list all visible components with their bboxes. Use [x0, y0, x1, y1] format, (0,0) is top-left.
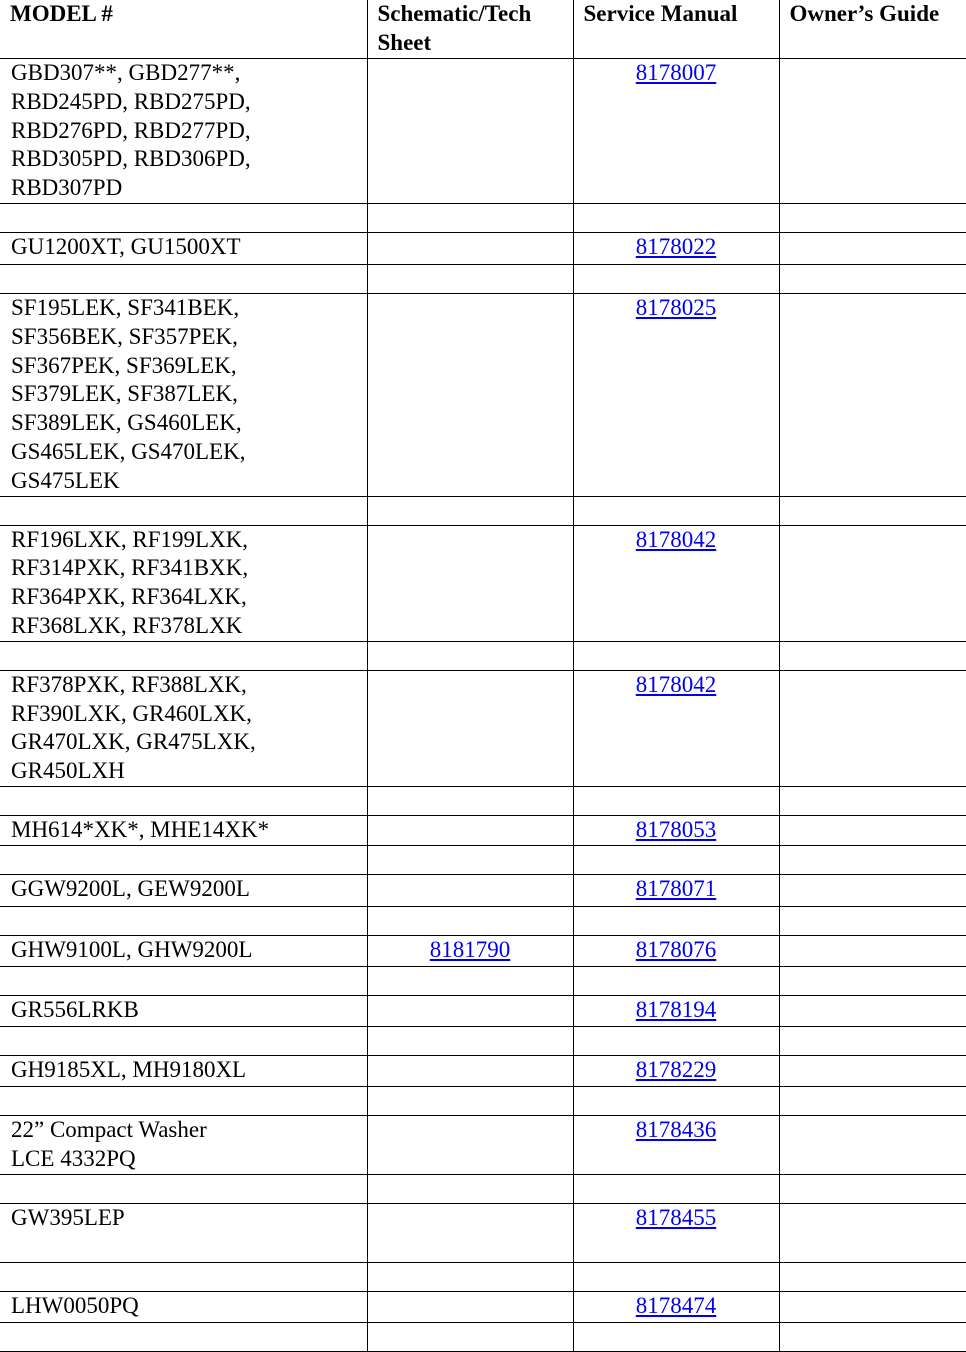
spacer-row	[0, 496, 966, 525]
header-schematic: Schematic/Tech Sheet	[367, 0, 573, 59]
service-manual-cell	[573, 233, 779, 265]
empty-cell	[573, 265, 779, 294]
empty-cell	[367, 966, 573, 995]
empty-cell	[367, 906, 573, 935]
schematic-cell	[367, 995, 573, 1026]
owners-guide-cell	[779, 1115, 966, 1174]
owners-guide-cell	[779, 294, 966, 497]
service-manual-link[interactable]: 8178025	[635, 295, 717, 320]
service-manual-cell	[573, 935, 779, 966]
service-manual-link[interactable]: 8178455	[635, 1204, 717, 1230]
schematic-cell	[367, 1291, 573, 1322]
spacer-row	[0, 1174, 966, 1203]
empty-cell	[779, 265, 966, 294]
header-row	[0, 0, 966, 59]
model-cell: MH614*XK*, MHE14XK*	[0, 815, 367, 845]
service-manual-link[interactable]: 8178436	[635, 1116, 717, 1142]
empty-cell	[0, 845, 367, 874]
empty-cell	[779, 845, 966, 874]
empty-cell	[0, 1026, 367, 1055]
table-row	[0, 815, 966, 845]
spacer-row	[0, 1086, 966, 1115]
empty-cell	[779, 906, 966, 935]
table-row	[0, 1203, 966, 1262]
empty-cell	[779, 1174, 966, 1203]
spacer-row	[0, 265, 966, 294]
empty-cell	[367, 641, 573, 670]
empty-cell	[367, 1086, 573, 1115]
service-manual-link[interactable]: 8178194	[635, 996, 717, 1022]
model-cell: LHW0050PQ	[0, 1291, 367, 1322]
owners-guide-cell	[779, 935, 966, 966]
table-row	[0, 59, 966, 204]
table-row	[0, 995, 966, 1026]
service-manual-link[interactable]: 8178007	[635, 60, 717, 85]
table-row	[0, 294, 966, 497]
empty-cell	[573, 1086, 779, 1115]
empty-cell	[0, 204, 367, 233]
empty-cell	[367, 1174, 573, 1203]
owners-guide-cell	[779, 874, 966, 906]
service-manual-link[interactable]: 8178042	[635, 671, 717, 697]
schematic-cell	[367, 1055, 573, 1086]
empty-cell	[779, 1322, 966, 1351]
empty-cell	[367, 1262, 573, 1291]
model-cell: GHW9100L, GHW9200L	[0, 935, 367, 966]
table-row	[0, 935, 966, 966]
empty-cell	[0, 966, 367, 995]
schematic-cell	[367, 1115, 573, 1174]
empty-cell	[367, 1026, 573, 1055]
service-manual-cell	[573, 1115, 779, 1174]
model-cell: SF195LEK, SF341BEK, SF356BEK, SF357PEK, SF367PEK, SF369LEK, SF379LEK, SF387LEK, SF389LEK, GS460LEK, GS465LEK, GS470LEK, GS475LEK	[0, 294, 367, 497]
empty-cell	[573, 1262, 779, 1291]
service-manual-cell	[573, 670, 779, 786]
model-cell: GGW9200L, GEW9200L	[0, 874, 367, 906]
spacer-row	[0, 1262, 966, 1291]
empty-cell	[367, 1322, 573, 1351]
spacer-row	[0, 906, 966, 935]
spacer-row	[0, 641, 966, 670]
empty-cell	[573, 641, 779, 670]
schematic-cell	[367, 874, 573, 906]
header-service-manual: Service Manual	[573, 0, 779, 59]
empty-cell	[367, 265, 573, 294]
empty-cell	[0, 1262, 367, 1291]
empty-cell	[779, 204, 966, 233]
table-row	[0, 525, 966, 641]
schematic-cell	[367, 1203, 573, 1262]
spacer-row	[0, 786, 966, 815]
schematic-cell	[367, 670, 573, 786]
owners-guide-cell	[779, 233, 966, 265]
table-row	[0, 670, 966, 786]
owners-guide-cell	[779, 995, 966, 1026]
empty-cell	[0, 1322, 367, 1351]
service-manual-link[interactable]: 8178053	[635, 816, 717, 842]
service-manual-cell	[573, 1055, 779, 1086]
empty-cell	[779, 966, 966, 995]
owners-guide-cell	[779, 815, 966, 845]
owners-guide-cell	[779, 1291, 966, 1322]
model-cell: RF378PXK, RF388LXK, RF390LXK, GR460LXK, GR470LXK, GR475LXK, GR450LXH	[0, 670, 367, 786]
service-manual-link[interactable]: 8178042	[635, 526, 717, 552]
service-manual-cell	[573, 294, 779, 497]
service-manual-link[interactable]: 8178071	[635, 875, 717, 901]
service-manual-link[interactable]: 8178076	[635, 936, 717, 962]
spacer-row	[0, 1322, 966, 1351]
empty-cell	[367, 204, 573, 233]
header-model: MODEL #	[0, 0, 367, 59]
model-cell: 22” Compact Washer LCE 4332PQ	[0, 1115, 367, 1174]
spacer-row	[0, 966, 966, 995]
model-cell: RF196LXK, RF199LXK, RF314PXK, RF341BXK, RF364PXK, RF364LXK, RF368LXK, RF378LXK	[0, 525, 367, 641]
empty-cell	[573, 1322, 779, 1351]
model-cell: GR556LRKB	[0, 995, 367, 1026]
service-manual-cell	[573, 1291, 779, 1322]
empty-cell	[573, 966, 779, 995]
empty-cell	[367, 845, 573, 874]
empty-cell	[573, 786, 779, 815]
service-manual-cell	[573, 815, 779, 845]
empty-cell	[573, 1026, 779, 1055]
empty-cell	[0, 265, 367, 294]
empty-cell	[573, 845, 779, 874]
owners-guide-cell	[779, 59, 966, 204]
model-cell: GW395LEP	[0, 1203, 367, 1262]
schematic-cell	[367, 525, 573, 641]
spacer-row	[0, 1026, 966, 1055]
schematic-cell	[367, 233, 573, 265]
empty-cell	[779, 786, 966, 815]
empty-cell	[0, 1174, 367, 1203]
model-cell: GH9185XL, MH9180XL	[0, 1055, 367, 1086]
empty-cell	[367, 786, 573, 815]
empty-cell	[573, 496, 779, 525]
service-manual-link[interactable]: 8178229	[635, 1056, 717, 1082]
spacer-row	[0, 204, 966, 233]
owners-guide-cell	[779, 525, 966, 641]
empty-cell	[779, 496, 966, 525]
model-cell: GBD307**, GBD277**, RBD245PD, RBD275PD, RBD276PD, RBD277PD, RBD305PD, RBD306PD, RBD307PD	[0, 59, 367, 204]
schematic-cell	[367, 935, 573, 966]
service-manual-link[interactable]: 8178022	[635, 234, 717, 259]
empty-cell	[573, 1174, 779, 1203]
empty-cell	[573, 906, 779, 935]
owners-guide-cell	[779, 670, 966, 786]
schematic-cell	[367, 815, 573, 845]
empty-cell	[0, 1086, 367, 1115]
schematic-link[interactable]: 8181790	[429, 936, 511, 962]
empty-cell	[0, 906, 367, 935]
spacer-row	[0, 845, 966, 874]
service-manual-cell	[573, 995, 779, 1026]
empty-cell	[573, 204, 779, 233]
schematic-cell	[367, 294, 573, 497]
owners-guide-cell	[779, 1055, 966, 1086]
empty-cell	[367, 496, 573, 525]
empty-cell	[779, 1262, 966, 1291]
owners-guide-cell	[779, 1203, 966, 1262]
empty-cell	[0, 641, 367, 670]
schematic-cell	[367, 59, 573, 204]
empty-cell	[779, 1086, 966, 1115]
table-row	[0, 233, 966, 265]
service-manual-cell	[573, 874, 779, 906]
header-owners-guide: Owner’s Guide	[779, 0, 966, 59]
empty-cell	[0, 496, 367, 525]
service-manual-link[interactable]: 8178474	[635, 1292, 717, 1318]
empty-cell	[0, 786, 367, 815]
table-row	[0, 1291, 966, 1322]
service-manual-cell	[573, 1203, 779, 1262]
table-row	[0, 1115, 966, 1174]
empty-cell	[779, 1026, 966, 1055]
table-row	[0, 1055, 966, 1086]
model-cell: GU1200XT, GU1500XT	[0, 233, 367, 265]
table-row	[0, 874, 966, 906]
empty-cell	[779, 641, 966, 670]
service-manual-cell	[573, 525, 779, 641]
service-manual-cell	[573, 59, 779, 204]
